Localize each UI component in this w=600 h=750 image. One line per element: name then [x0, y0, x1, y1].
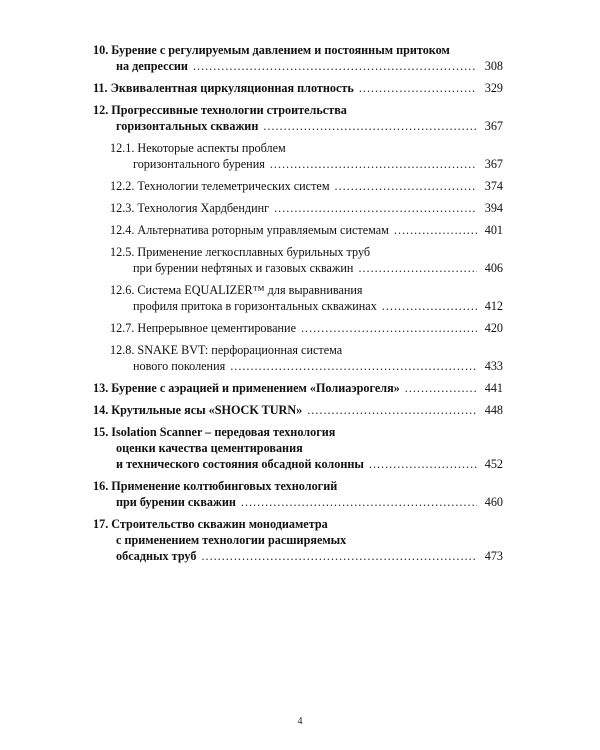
- toc-entry-title-line: 13. Бурение с аэрацией и применением «Полиаэрогеля»: [93, 381, 400, 395]
- toc-section-entry: [93, 342, 503, 374]
- toc-entry-last-line: [110, 200, 503, 216]
- toc-entry-title-line: 17. Строительство скважин монодиаметра: [93, 517, 328, 531]
- toc-entry-title-line: 10. Бурение с регулируемым давлением и постоянным притоком: [93, 43, 450, 57]
- toc-chapter-entry: [93, 80, 503, 96]
- toc-chapter-entry: [93, 424, 503, 472]
- toc-entry-last-line: [110, 156, 503, 172]
- dot-leader: [358, 260, 477, 276]
- toc-page-number: 367: [484, 157, 503, 171]
- toc-entry-title-line: 11. Эквивалентная циркуляционная плотность: [93, 81, 354, 95]
- toc-entry-title-line: горизонтальных скважин: [116, 119, 259, 133]
- toc-section-entry: [93, 178, 503, 194]
- toc-entry-last-line: [93, 58, 503, 74]
- toc-entry-title-line: 12.3. Технология Хардбендинг: [110, 201, 270, 215]
- dot-leader: [359, 80, 477, 96]
- toc-entry-title-line: на депрессии: [116, 59, 188, 73]
- toc-section-entry: [93, 282, 503, 314]
- dot-leader: [270, 156, 477, 172]
- dot-leader: [241, 494, 477, 510]
- toc-entry-title-line: и технического состояния обсадной колонны: [116, 457, 364, 471]
- toc-page-number: 412: [484, 299, 503, 313]
- dot-leader: [201, 548, 477, 564]
- dot-leader: [307, 402, 477, 418]
- toc-page-number: 460: [484, 495, 503, 509]
- toc-chapter-entry: [93, 42, 503, 74]
- toc-entry-title-line: 12.4. Альтернатива роторным управляемым системам: [110, 223, 389, 237]
- toc-section-entry: [93, 320, 503, 336]
- toc-entry-last-line: [110, 320, 503, 336]
- toc-page-number: 401: [484, 223, 503, 237]
- dot-leader: [301, 320, 477, 336]
- toc-entry-last-line: [93, 494, 503, 510]
- toc-entry-title-line: при бурении нефтяных и газовых скважин: [133, 261, 354, 275]
- toc-entry-last-line: [110, 260, 503, 276]
- dot-leader: [274, 200, 477, 216]
- toc-entry-title-line: 12. Прогрессивные технологии строительства: [93, 103, 347, 117]
- dot-leader: [369, 456, 477, 472]
- toc-page-number: 433: [484, 359, 503, 373]
- toc-entry-title-line: 12.5. Применение легкосплавных бурильных труб: [110, 245, 371, 259]
- dot-leader: [394, 222, 477, 238]
- toc-page-number: 473: [484, 549, 503, 563]
- toc-section-entry: [93, 222, 503, 238]
- toc-entry-last-line: [93, 456, 503, 472]
- toc-entry-title-line: 12.1. Некоторые аспекты проблем: [110, 141, 286, 155]
- toc-chapter-entry: [93, 402, 503, 418]
- toc-entry-last-line: [93, 80, 503, 96]
- dot-leader: [405, 380, 477, 396]
- toc-entry-title-line: нового поколения: [133, 359, 226, 373]
- toc-entry-title-line: 16. Применение колтюбинговых технологий: [93, 479, 338, 493]
- toc-entry-title-line: при бурении скважин: [116, 495, 236, 509]
- toc-entry-title-line: 15. Isolation Scanner – передовая технология: [93, 425, 336, 439]
- toc-page-number: 441: [484, 381, 503, 395]
- table-of-contents: [93, 42, 503, 564]
- toc-page-number: 374: [484, 179, 503, 193]
- toc-entry-title-line: с применением технологии расширяемых: [116, 533, 347, 547]
- toc-entry-title-line: 12.2. Технологии телеметрических систем: [110, 179, 330, 193]
- toc-entry-last-line: [110, 178, 503, 194]
- toc-entry-title-line: оценки качества цементирования: [116, 441, 303, 455]
- toc-chapter-entry: [93, 102, 503, 134]
- toc-page-number: 452: [484, 457, 503, 471]
- toc-page-number: 406: [484, 261, 503, 275]
- toc-entry-last-line: [110, 298, 503, 314]
- toc-page-number: 448: [484, 403, 503, 417]
- dot-leader: [382, 298, 477, 314]
- dot-leader: [230, 358, 477, 374]
- toc-entry-last-line: [110, 222, 503, 238]
- toc-page-number: 394: [484, 201, 503, 215]
- toc-section-entry: [93, 200, 503, 216]
- toc-entry-title-line: профиля притока в горизонтальных скважинах: [133, 299, 377, 313]
- toc-entry-last-line: [93, 548, 503, 564]
- toc-section-entry: [93, 140, 503, 172]
- toc-entry-last-line: [110, 358, 503, 374]
- toc-chapter-entry: [93, 478, 503, 510]
- toc-entry-title-line: 14. Крутильные ясы «SHOCK TURN»: [93, 403, 303, 417]
- toc-entry-title-line: 12.6. Система EQUALIZER™ для выравнивания: [110, 283, 363, 297]
- toc-section-entry: [93, 244, 503, 276]
- toc-page-number: 367: [484, 119, 503, 133]
- toc-entry-title-line: горизонтального бурения: [133, 157, 265, 171]
- dot-leader: [193, 58, 477, 74]
- toc-entry-last-line: [93, 380, 503, 396]
- dot-leader: [335, 178, 477, 194]
- toc-entry-last-line: [93, 402, 503, 418]
- toc-entry-title-line: 12.8. SNAKE BVT: перфорационная система: [110, 343, 343, 357]
- toc-chapter-entry: [93, 380, 503, 396]
- page-number: 4: [297, 716, 303, 727]
- toc-entry-last-line: [93, 118, 503, 134]
- toc-entry-title-line: 12.7. Непрерывное цементирование: [110, 321, 296, 335]
- dot-leader: [263, 118, 477, 134]
- toc-page-number: 420: [484, 321, 503, 335]
- toc-page-number: 329: [484, 81, 503, 95]
- toc-page-number: 308: [484, 59, 503, 73]
- toc-entry-title-line: обсадных труб: [116, 549, 197, 563]
- toc-chapter-entry: [93, 516, 503, 564]
